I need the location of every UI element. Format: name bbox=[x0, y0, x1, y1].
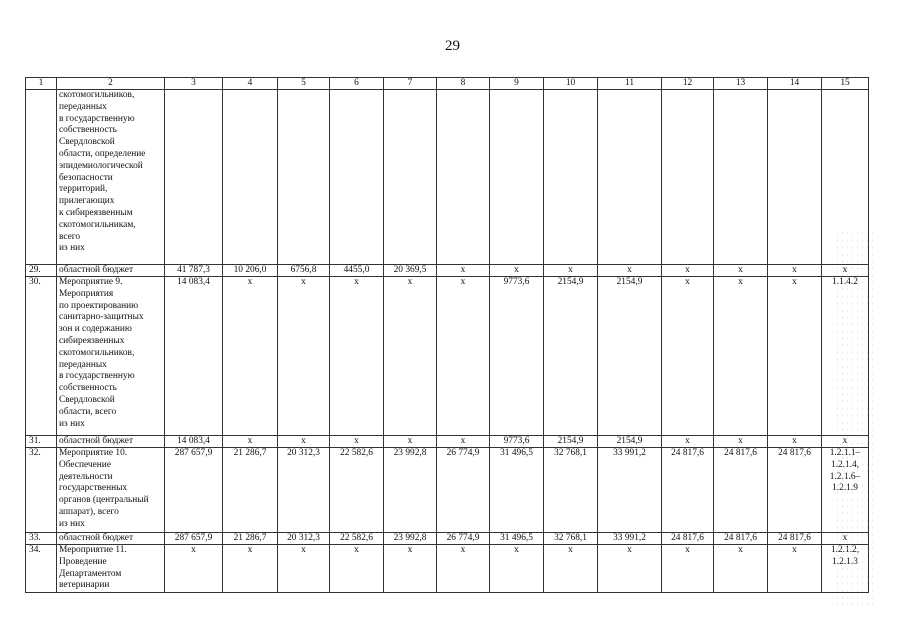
target-refs-cell: х bbox=[822, 265, 869, 277]
row-number-cell: 34. bbox=[26, 545, 57, 593]
row-description-cell: скотомогильников, переданных в государственную собственность Свердловской области, определение эпидемиологической безопасности территорий, прилегающих к сибиреязвенным скотомогильникам, всего из них bbox=[57, 90, 165, 265]
value-cell: 26 774,9 bbox=[437, 448, 490, 533]
value-cell: х bbox=[598, 265, 662, 277]
value-cell: 41 787,3 bbox=[165, 265, 223, 277]
value-cell: 31 496,5 bbox=[490, 448, 544, 533]
value-cell: 2154,9 bbox=[544, 436, 598, 448]
value-cell bbox=[165, 90, 223, 265]
value-cell: 2154,9 bbox=[598, 277, 662, 436]
value-cell: х bbox=[330, 436, 384, 448]
value-cell: х bbox=[165, 545, 223, 593]
value-cell: х bbox=[384, 436, 437, 448]
table-row bbox=[26, 436, 869, 448]
value-cell: х bbox=[662, 545, 714, 593]
row-description-cell: Мероприятие 11. Проведение Департаментом ветеринарии bbox=[57, 545, 165, 593]
value-cell: 24 817,6 bbox=[662, 533, 714, 545]
value-cell: х bbox=[278, 436, 330, 448]
header-cell: 7 bbox=[384, 78, 437, 90]
value-cell bbox=[330, 90, 384, 265]
value-cell: 22 582,6 bbox=[330, 448, 384, 533]
value-cell: х bbox=[384, 545, 437, 593]
value-cell: 33 991,2 bbox=[598, 448, 662, 533]
value-cell: х bbox=[544, 545, 598, 593]
value-cell: х bbox=[490, 265, 544, 277]
value-cell: 24 817,6 bbox=[714, 448, 768, 533]
target-refs-cell: 1.2.1.2, 1.2.1.3 bbox=[822, 545, 869, 593]
header-cell: 9 bbox=[490, 78, 544, 90]
value-cell: 21 286,7 bbox=[223, 533, 278, 545]
value-cell bbox=[437, 90, 490, 265]
value-cell: 24 817,6 bbox=[714, 533, 768, 545]
row-number-cell: 33. bbox=[26, 533, 57, 545]
value-cell: 20 369,5 bbox=[384, 265, 437, 277]
value-cell: 2154,9 bbox=[544, 277, 598, 436]
value-cell: 23 992,8 bbox=[384, 448, 437, 533]
value-cell: х bbox=[330, 545, 384, 593]
value-cell bbox=[278, 90, 330, 265]
value-cell: х bbox=[437, 277, 490, 436]
value-cell: 20 312,3 bbox=[278, 533, 330, 545]
table-row bbox=[26, 265, 869, 277]
value-cell: 32 768,1 bbox=[544, 533, 598, 545]
value-cell: 32 768,1 bbox=[544, 448, 598, 533]
value-cell: 4455,0 bbox=[330, 265, 384, 277]
value-cell: 9773,6 bbox=[490, 277, 544, 436]
header-cell: 10 bbox=[544, 78, 598, 90]
row-number-cell bbox=[26, 90, 57, 265]
value-cell: 24 817,6 bbox=[662, 448, 714, 533]
header-cell: 6 bbox=[330, 78, 384, 90]
value-cell: х bbox=[490, 545, 544, 593]
table-row bbox=[26, 90, 869, 265]
value-cell bbox=[714, 90, 768, 265]
header-cell: 2 bbox=[57, 78, 165, 90]
row-number-cell: 29. bbox=[26, 265, 57, 277]
value-cell: х bbox=[437, 436, 490, 448]
value-cell: х bbox=[768, 436, 822, 448]
value-cell: х bbox=[714, 436, 768, 448]
page-number: 29 bbox=[445, 38, 460, 54]
header-cell: 13 bbox=[714, 78, 768, 90]
value-cell: 14 083,4 bbox=[165, 277, 223, 436]
value-cell: х bbox=[768, 265, 822, 277]
budget-table bbox=[25, 77, 869, 593]
target-refs-cell: 1.1.4.2 bbox=[822, 277, 869, 436]
value-cell bbox=[490, 90, 544, 265]
header-cell: 1 bbox=[26, 78, 57, 90]
header-cell: 8 bbox=[437, 78, 490, 90]
header-cell: 3 bbox=[165, 78, 223, 90]
value-cell bbox=[223, 90, 278, 265]
value-cell: х bbox=[437, 265, 490, 277]
value-cell: х bbox=[223, 277, 278, 436]
table-row bbox=[26, 448, 869, 533]
target-refs-cell bbox=[822, 90, 869, 265]
value-cell: х bbox=[278, 277, 330, 436]
value-cell: 24 817,6 bbox=[768, 533, 822, 545]
value-cell: 21 286,7 bbox=[223, 448, 278, 533]
value-cell: х bbox=[662, 436, 714, 448]
value-cell: 23 992,8 bbox=[384, 533, 437, 545]
value-cell: 2154,9 bbox=[598, 436, 662, 448]
header-cell: 15 bbox=[822, 78, 869, 90]
table-row bbox=[26, 533, 869, 545]
value-cell: 287 657,9 bbox=[165, 533, 223, 545]
table-row bbox=[26, 277, 869, 436]
row-number-cell: 30. bbox=[26, 277, 57, 436]
row-description-cell: областной бюджет bbox=[57, 265, 165, 277]
value-cell: 10 206,0 bbox=[223, 265, 278, 277]
value-cell: 31 496,5 bbox=[490, 533, 544, 545]
value-cell: х bbox=[437, 545, 490, 593]
header-cell: 5 bbox=[278, 78, 330, 90]
value-cell: 6756,8 bbox=[278, 265, 330, 277]
value-cell: 20 312,3 bbox=[278, 448, 330, 533]
value-cell: 14 083,4 bbox=[165, 436, 223, 448]
value-cell bbox=[768, 90, 822, 265]
value-cell: х bbox=[662, 265, 714, 277]
value-cell bbox=[544, 90, 598, 265]
header-cell: 4 bbox=[223, 78, 278, 90]
target-refs-cell: х bbox=[822, 436, 869, 448]
value-cell: 26 774,9 bbox=[437, 533, 490, 545]
value-cell: х bbox=[330, 277, 384, 436]
value-cell bbox=[598, 90, 662, 265]
value-cell: х bbox=[662, 277, 714, 436]
value-cell: х bbox=[714, 265, 768, 277]
table-row bbox=[26, 545, 869, 593]
value-cell bbox=[662, 90, 714, 265]
row-description-cell: областной бюджет bbox=[57, 436, 165, 448]
header-row bbox=[26, 78, 869, 90]
value-cell: х bbox=[768, 277, 822, 436]
value-cell: 287 657,9 bbox=[165, 448, 223, 533]
value-cell: 24 817,6 bbox=[768, 448, 822, 533]
value-cell: х bbox=[223, 545, 278, 593]
value-cell: х bbox=[278, 545, 330, 593]
header-cell: 14 bbox=[768, 78, 822, 90]
row-number-cell: 31. bbox=[26, 436, 57, 448]
value-cell: х bbox=[598, 545, 662, 593]
row-description-cell: Мероприятие 9. Мероприятия по проектированию санитарно-защитных зон и содержанию сибиреязвенных скотомогильников, переданных в государственную собственность Свердловской области, всего из них bbox=[57, 277, 165, 436]
value-cell: х bbox=[544, 265, 598, 277]
value-cell: х bbox=[223, 436, 278, 448]
header-cell: 11 bbox=[598, 78, 662, 90]
value-cell: х bbox=[384, 277, 437, 436]
value-cell: 9773,6 bbox=[490, 436, 544, 448]
value-cell bbox=[384, 90, 437, 265]
row-description-cell: областной бюджет bbox=[57, 533, 165, 545]
header-cell: 12 bbox=[662, 78, 714, 90]
value-cell: х bbox=[714, 277, 768, 436]
value-cell: х bbox=[768, 545, 822, 593]
row-description-cell: Мероприятие 10. Обеспечение деятельности государственных органов (центральный аппарат), всего из них bbox=[57, 448, 165, 533]
value-cell: 33 991,2 bbox=[598, 533, 662, 545]
value-cell: х bbox=[714, 545, 768, 593]
target-refs-cell: 1.2.1.1– 1.2.1.4, 1.2.1.6– 1.2.1.9 bbox=[822, 448, 869, 533]
value-cell: 22 582,6 bbox=[330, 533, 384, 545]
target-refs-cell: х bbox=[822, 533, 869, 545]
row-number-cell: 32. bbox=[26, 448, 57, 533]
